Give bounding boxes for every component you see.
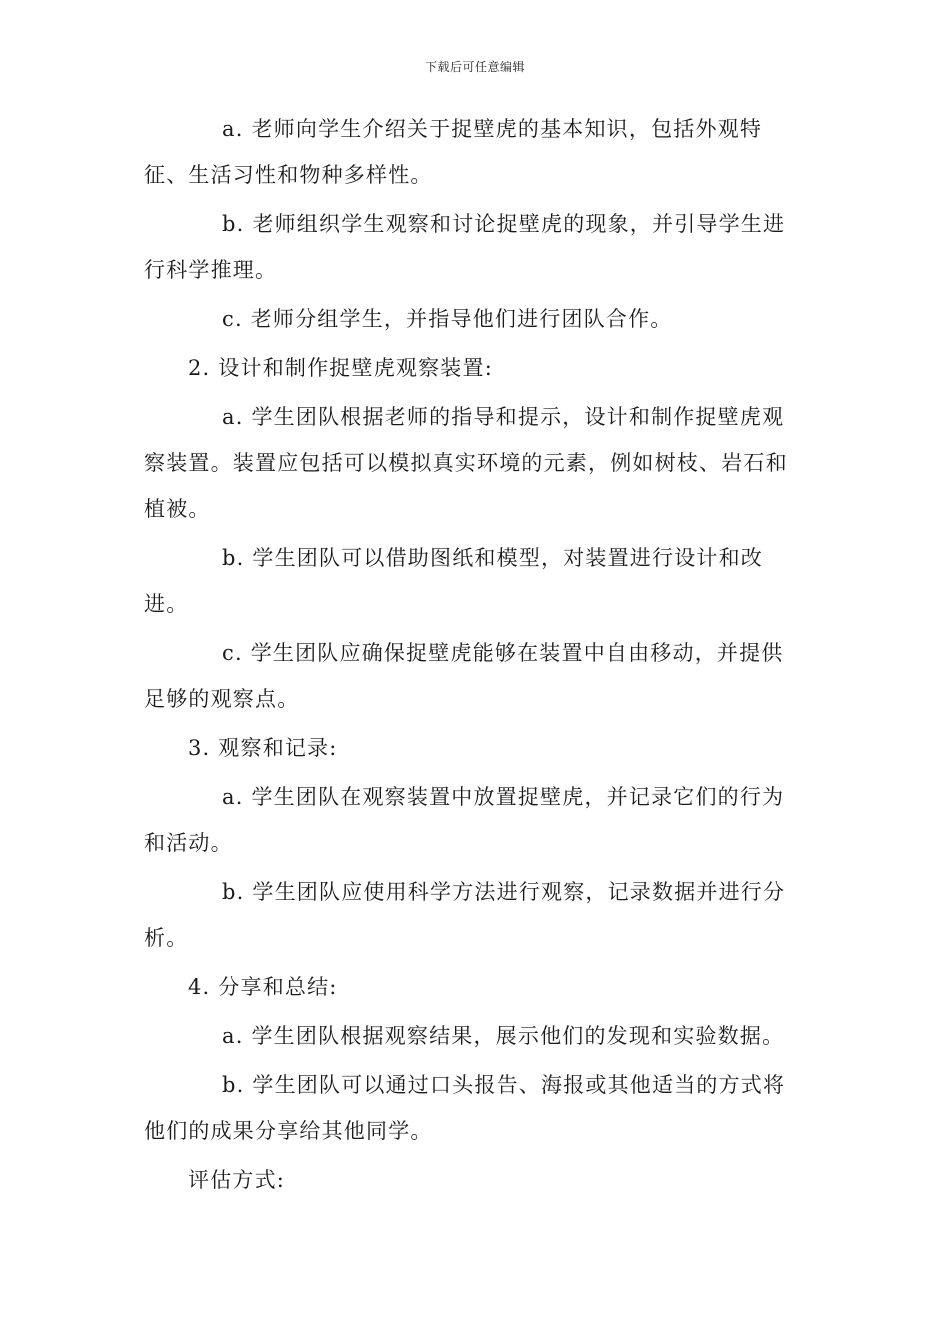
paragraph-intro-c: c. 老师分组学生，并指导他们进行团队合作。: [222, 307, 673, 331]
paragraph-3a: a. 学生团队在观察装置中放置捉壁虎，并记录它们的行为和活动。: [144, 785, 785, 855]
page-header-note: 下载后可任意编辑: [424, 60, 525, 74]
document-body: [144, 106, 804, 1206]
paragraph-2c: c. 学生团队应确保捉壁虎能够在装置中自由移动，并提供足够的观察点。: [144, 641, 784, 711]
paragraph-intro-b: b. 老师组织学生观察和讨论捉壁虎的现象，并引导学生进行科学推理。: [144, 212, 786, 282]
paragraph-3b: b. 学生团队应使用科学方法进行观察，记录数据并进行分析。: [144, 880, 786, 950]
paragraph-4a: a. 学生团队根据观察结果，展示他们的发现和实验数据。: [222, 1024, 785, 1048]
section-heading-4: 4. 分享和总结:: [188, 975, 338, 999]
section-heading-3: 3. 观察和记录:: [188, 736, 338, 760]
paragraph-2a: a. 学生团队根据老师的指导和提示，设计和制作捉壁虎观察装置。装置应包括可以模拟真实环境的元素，例如树枝、岩石和植被。: [144, 405, 788, 521]
paragraph-4b: b. 学生团队可以通过口头报告、海报或其他适当的方式将他们的成果分享给其他同学。: [144, 1073, 786, 1143]
paragraph-intro-a: a. 老师向学生介绍关于捉壁虎的基本知识，包括外观特征、生活习性和物种多样性。: [144, 117, 763, 187]
section-heading-evaluation: 评估方式:: [188, 1168, 286, 1192]
paragraph-2b: b. 学生团队可以借助图纸和模型，对装置进行设计和改进。: [144, 546, 763, 616]
section-heading-2: 2. 设计和制作捉壁虎观察装置:: [188, 356, 493, 380]
